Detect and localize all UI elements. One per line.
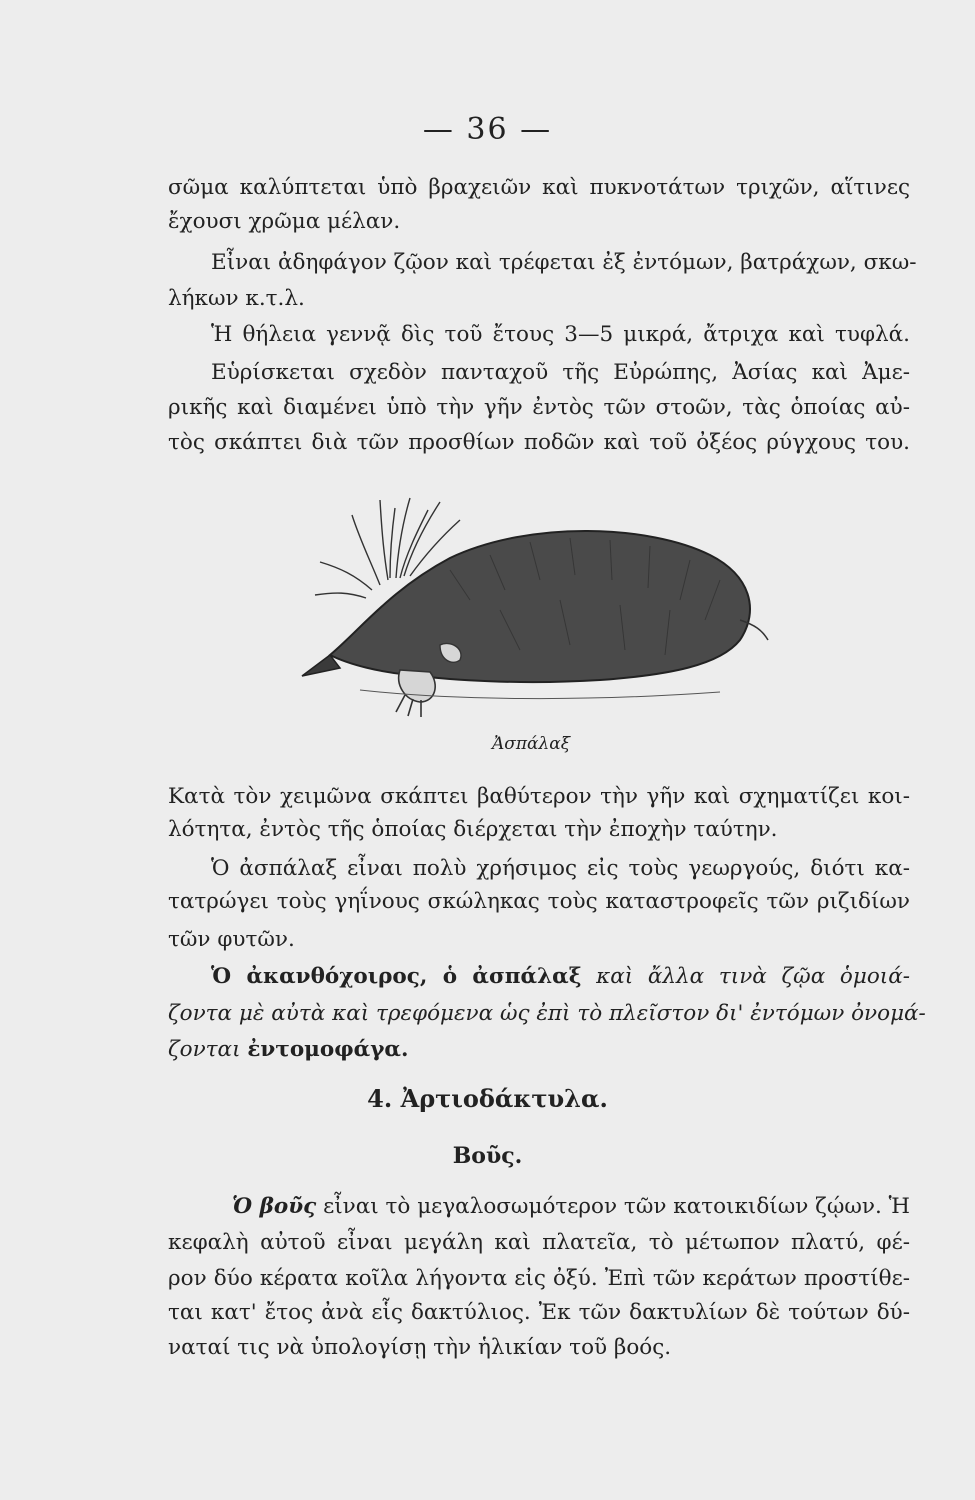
summary-line: [168, 1035, 408, 1065]
text-line: ἔχουσι χρῶμα μέλαν.: [168, 209, 401, 234]
term-bold: Ὁ βοῦς: [232, 1194, 317, 1219]
text-line: ρικῆς καὶ διαμένει ὑπὸ τὴν γῆν ἐντὸς τῶν στοῶν, τὰς ὁποίας αὐ-: [168, 395, 910, 420]
summary-italic-text: καὶ ἄλλα τινὰ ζῷα ὁμοιά-: [581, 964, 910, 989]
summary-line: ζοντα μὲ αὐτὰ καὶ τρεφόμενα ὡς ἐπὶ τὸ πλεῖστον δι' ἐντόμων ὀνομά-: [168, 1001, 926, 1026]
summary-bold-terms: Ὁ ἀκανθόχοιρος, ὁ ἀσπάλαξ: [211, 964, 582, 989]
text-line: κεφαλὴ αὐτοῦ εἶναι μεγάλη καὶ πλατεῖα, τὸ μέτωπον πλατύ, φέ-: [168, 1230, 910, 1255]
text-line: ρον δύο κέρατα κοῖλα λήγοντα εἰς ὀξύ. Ἐπὶ τῶν κεράτων προστίθε-: [168, 1266, 910, 1291]
text-line: Κατὰ τὸν χειμῶνα σκάπτει βαθύτερον τὴν γῆν καὶ σχηματίζει κοι-: [168, 784, 910, 809]
text-line: Ἡ θήλεια γεννᾷ δὶς τοῦ ἔτους 3—5 μικρά, ἄτριχα καὶ τυφλά.: [211, 322, 910, 347]
text-line: λήκων κ.τ.λ.: [168, 286, 305, 311]
summary-line: [211, 962, 910, 992]
text-fragment: εἶναι τὸ μεγαλοσωμότερον τῶν κατοικιδίων ζῴων. Ἡ: [316, 1194, 910, 1219]
mole-illustration: [300, 480, 770, 720]
page-number: — 36 —: [422, 112, 553, 147]
text-line: Εὑρίσκεται σχεδὸν πανταχοῦ τῆς Εὐρώπης, Ἀσίας καὶ Ἀμε-: [211, 360, 910, 385]
text-line: τὸς σκάπτει διὰ τῶν προσθίων ποδῶν καὶ τοῦ ὀξέος ρύγχους του.: [168, 430, 910, 455]
text-line: Ὁ ἀσπάλαξ εἶναι πολὺ χρήσιμος εἰς τοὺς γεωργούς, διότι κα-: [211, 856, 910, 881]
text-line: τῶν φυτῶν.: [168, 927, 295, 952]
text-line: Εἶναι ἀδηφάγον ζῷον καὶ τρέφεται ἐξ ἐντόμων, βατράχων, σκω-: [211, 250, 917, 275]
text-line: λότητα, ἐντὸς τῆς ὁποίας διέρχεται τὴν ἐποχὴν ταύτην.: [168, 817, 778, 842]
mole-snout: [302, 655, 340, 676]
figure-caption: Ἀσπάλαξ: [492, 734, 571, 754]
summary-bold-term: ἐντομοφάγα.: [247, 1037, 409, 1062]
subheading: Βοῦς.: [452, 1143, 523, 1169]
text-line: ναταί τις νὰ ὑπολογίσῃ τὴν ἡλικίαν τοῦ βοός.: [168, 1335, 672, 1360]
text-line: ται κατ' ἔτος ἀνὰ εἷς δακτύλιος. Ἐκ τῶν δακτυλίων δὲ τούτων δύ-: [168, 1300, 910, 1325]
section-heading: 4. Ἀρτιοδάκτυλα.: [367, 1084, 608, 1113]
text-line: τατρώγει τοὺς γηΐνους σκώληκας τοὺς καταστροφεῖς τῶν ριζιδίων: [168, 889, 910, 914]
summary-italic-text: ζονται: [168, 1037, 248, 1062]
mole-body: [330, 531, 750, 682]
text-line: [232, 1192, 910, 1222]
text-line: σῶμα καλύπτεται ὑπὸ βραχειῶν καὶ πυκνοτάτων τριχῶν, αἵτινες: [168, 175, 910, 200]
